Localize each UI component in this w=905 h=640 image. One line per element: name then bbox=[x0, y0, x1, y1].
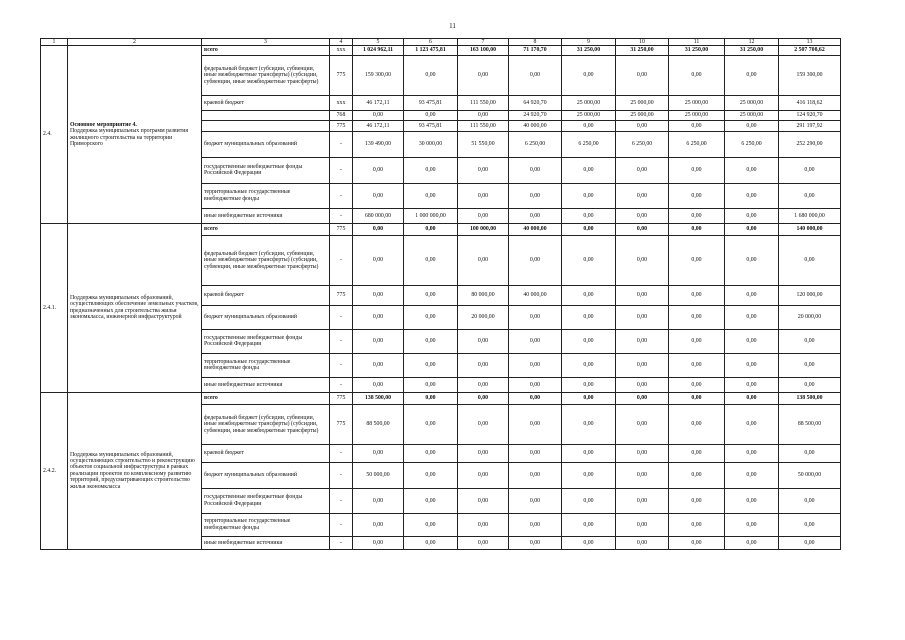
total-value: 0,00 bbox=[779, 329, 841, 353]
item-number: 2.4.2. bbox=[41, 392, 68, 549]
year-value: 0,00 bbox=[616, 208, 669, 223]
year-value: 111 550,00 bbox=[458, 120, 509, 131]
year-value: 80 000,00 bbox=[458, 285, 509, 305]
year-value: 0,00 bbox=[509, 444, 562, 462]
budget-code: - bbox=[330, 131, 353, 157]
year-value: 0,00 bbox=[616, 55, 669, 95]
item-title-text: Поддержка муниципальных образований, осуществляющих строительство и реконструкцию объектов социальной инфраструктуры в рамках реализации проектов по комплексному развитию территорий, предусматривающих строительство жилья экономкласса bbox=[70, 451, 195, 490]
year-value: 24 920,70 bbox=[509, 110, 562, 120]
budget-code: 775 bbox=[330, 392, 353, 404]
year-value: 0,00 bbox=[404, 223, 458, 235]
year-value: 25 000,00 bbox=[616, 95, 669, 110]
year-value: 0,00 bbox=[404, 110, 458, 120]
budget-code: xxx bbox=[330, 95, 353, 110]
year-value: 0,00 bbox=[669, 55, 725, 95]
column-number: 8 bbox=[509, 39, 562, 46]
total-value: 0,00 bbox=[779, 488, 841, 513]
year-value: 6 250,00 bbox=[669, 131, 725, 157]
year-value: 0,00 bbox=[509, 404, 562, 444]
year-value: 0,00 bbox=[458, 208, 509, 223]
year-value: 0,00 bbox=[509, 208, 562, 223]
year-value: 0,00 bbox=[404, 157, 458, 183]
year-value: 0,00 bbox=[458, 55, 509, 95]
year-value: 0,00 bbox=[562, 223, 616, 235]
total-value: 1 680 000,00 bbox=[779, 208, 841, 223]
year-value: 0,00 bbox=[509, 329, 562, 353]
total-value: 88 500,00 bbox=[779, 404, 841, 444]
funding-source: территориальные государственные внебюджетные фонды bbox=[202, 513, 330, 536]
year-value: 0,00 bbox=[616, 329, 669, 353]
year-value: 0,00 bbox=[509, 488, 562, 513]
year-value: 0,00 bbox=[725, 462, 779, 488]
total-value: 0,00 bbox=[779, 536, 841, 549]
year-value: 0,00 bbox=[616, 305, 669, 329]
budget-code: - bbox=[330, 208, 353, 223]
total-value: 124 920,70 bbox=[779, 110, 841, 120]
year-value: 25 000,00 bbox=[562, 95, 616, 110]
column-number: 13 bbox=[779, 39, 841, 46]
year-value: 0,00 bbox=[616, 513, 669, 536]
total-value: 159 300,00 bbox=[779, 55, 841, 95]
year-value: 0,00 bbox=[616, 183, 669, 208]
funding-source bbox=[202, 110, 330, 120]
budget-code: 768 bbox=[330, 110, 353, 120]
funding-source: иные внебюджетные источники bbox=[202, 536, 330, 549]
year-value: 0,00 bbox=[725, 377, 779, 392]
item-number: 2.4.1. bbox=[41, 223, 68, 392]
column-number: 6 bbox=[404, 39, 458, 46]
total-value: 0,00 bbox=[779, 183, 841, 208]
year-value: 40 000,00 bbox=[509, 120, 562, 131]
budget-code: 775 bbox=[330, 223, 353, 235]
total-value: 0,00 bbox=[779, 444, 841, 462]
year-value: 0,00 bbox=[725, 488, 779, 513]
year-value: 0,00 bbox=[458, 183, 509, 208]
year-value: 0,00 bbox=[725, 513, 779, 536]
year-value: 0,00 bbox=[458, 404, 509, 444]
funding-source: государственные внебюджетные фонды Российской Федерации bbox=[202, 157, 330, 183]
year-value: 0,00 bbox=[616, 223, 669, 235]
column-number: 10 bbox=[616, 39, 669, 46]
column-number: 3 bbox=[202, 39, 330, 46]
year-value: 0,00 bbox=[725, 329, 779, 353]
year-value: 0,00 bbox=[353, 353, 404, 377]
year-value: 0,00 bbox=[458, 377, 509, 392]
year-value: 0,00 bbox=[725, 392, 779, 404]
year-value: 0,00 bbox=[562, 353, 616, 377]
year-value: 0,00 bbox=[725, 157, 779, 183]
year-value: 0,00 bbox=[353, 329, 404, 353]
total-value: 140 000,00 bbox=[779, 223, 841, 235]
table-row bbox=[41, 392, 841, 404]
year-value: 0,00 bbox=[562, 392, 616, 404]
year-value: 0,00 bbox=[725, 183, 779, 208]
budget-code: 775 bbox=[330, 285, 353, 305]
year-value: 0,00 bbox=[562, 55, 616, 95]
year-value: 0,00 bbox=[404, 536, 458, 549]
year-value: 0,00 bbox=[458, 235, 509, 285]
year-value: 0,00 bbox=[353, 110, 404, 120]
total-value: 20 000,00 bbox=[779, 305, 841, 329]
year-value: 0,00 bbox=[562, 377, 616, 392]
year-value: 0,00 bbox=[404, 513, 458, 536]
funding-source: федеральный бюджет (субсидии, субвенции, иные межбюджетные трансферты) (субсидии, субвенции, иные межбюджетные трансферты) bbox=[202, 55, 330, 95]
year-value: 1 000 000,00 bbox=[404, 208, 458, 223]
year-value: 0,00 bbox=[669, 404, 725, 444]
year-value: 100 000,00 bbox=[458, 223, 509, 235]
year-value: 0,00 bbox=[404, 444, 458, 462]
year-value: 0,00 bbox=[616, 285, 669, 305]
year-value: 93 475,81 bbox=[404, 120, 458, 131]
year-value: 0,00 bbox=[353, 536, 404, 549]
item-title bbox=[68, 223, 202, 392]
year-value: 0,00 bbox=[725, 223, 779, 235]
year-value: 139 490,00 bbox=[353, 131, 404, 157]
year-value: 0,00 bbox=[458, 536, 509, 549]
year-value: 31 250,00 bbox=[725, 46, 779, 55]
year-value: 0,00 bbox=[562, 120, 616, 131]
year-value: 0,00 bbox=[616, 392, 669, 404]
column-number: 1 bbox=[41, 39, 68, 46]
funding-source: бюджет муниципальных образований bbox=[202, 462, 330, 488]
funding-source: краевой бюджет bbox=[202, 444, 330, 462]
year-value: 6 250,00 bbox=[562, 131, 616, 157]
year-value: 0,00 bbox=[404, 462, 458, 488]
funding-source: бюджет муниципальных образований bbox=[202, 305, 330, 329]
year-value: 0,00 bbox=[404, 404, 458, 444]
funding-source: иные внебюджетные источники bbox=[202, 208, 330, 223]
year-value: 0,00 bbox=[616, 488, 669, 513]
budget-code: - bbox=[330, 305, 353, 329]
total-value: 120 000,00 bbox=[779, 285, 841, 305]
budget-code: - bbox=[330, 353, 353, 377]
funding-source: территориальные государственные внебюджетные фонды bbox=[202, 353, 330, 377]
year-value: 88 500,00 bbox=[353, 404, 404, 444]
year-value: 0,00 bbox=[458, 353, 509, 377]
funding-source bbox=[202, 120, 330, 131]
year-value: 159 300,00 bbox=[353, 55, 404, 95]
year-value: 0,00 bbox=[509, 462, 562, 488]
budget-code: - bbox=[330, 235, 353, 285]
year-value: 93 475,81 bbox=[404, 95, 458, 110]
year-value: 25 000,00 bbox=[669, 95, 725, 110]
year-value: 163 100,00 bbox=[458, 46, 509, 55]
year-value: 0,00 bbox=[404, 183, 458, 208]
total-value: 291 197,92 bbox=[779, 120, 841, 131]
year-value: 0,00 bbox=[725, 305, 779, 329]
budget-code: - bbox=[330, 444, 353, 462]
year-value: 0,00 bbox=[669, 329, 725, 353]
funding-source: бюджет муниципальных образований bbox=[202, 131, 330, 157]
year-value: 0,00 bbox=[725, 55, 779, 95]
year-value: 0,00 bbox=[669, 120, 725, 131]
year-value: 0,00 bbox=[562, 329, 616, 353]
year-value: 0,00 bbox=[669, 223, 725, 235]
item-number: 2.4. bbox=[41, 46, 68, 223]
item-title-text: Поддержка муниципальных образований, осуществляющих обеспечение земельных участков, предназначенных для строительства жилья экономкласса, инженерной инфраструктурой bbox=[70, 295, 199, 321]
year-value: 25 000,00 bbox=[669, 110, 725, 120]
year-value: 6 250,00 bbox=[616, 131, 669, 157]
year-value: 0,00 bbox=[669, 444, 725, 462]
year-value: 0,00 bbox=[458, 488, 509, 513]
year-value: 0,00 bbox=[616, 157, 669, 183]
year-value: 25 000,00 bbox=[616, 110, 669, 120]
year-value: 0,00 bbox=[509, 305, 562, 329]
year-value: 0,00 bbox=[404, 55, 458, 95]
year-value: 0,00 bbox=[562, 536, 616, 549]
year-value: 0,00 bbox=[725, 404, 779, 444]
item-title-heading: Основное мероприятие 4. bbox=[70, 121, 137, 128]
year-value: 31 250,00 bbox=[669, 46, 725, 55]
year-value: 0,00 bbox=[725, 208, 779, 223]
year-value: 0,00 bbox=[562, 404, 616, 444]
year-value: 0,00 bbox=[509, 377, 562, 392]
year-value: 0,00 bbox=[404, 392, 458, 404]
year-value: 0,00 bbox=[616, 536, 669, 549]
year-value: 0,00 bbox=[353, 444, 404, 462]
year-value: 64 920,70 bbox=[509, 95, 562, 110]
year-value: 0,00 bbox=[509, 513, 562, 536]
budget-code: xxx bbox=[330, 46, 353, 55]
funding-source: государственные внебюджетные фонды Российской Федерации bbox=[202, 488, 330, 513]
year-value: 0,00 bbox=[669, 353, 725, 377]
total-value: 416 118,62 bbox=[779, 95, 841, 110]
budget-code: - bbox=[330, 157, 353, 183]
year-value: 0,00 bbox=[562, 305, 616, 329]
year-value: 0,00 bbox=[725, 536, 779, 549]
year-value: 25 000,00 bbox=[725, 95, 779, 110]
year-value: 0,00 bbox=[353, 235, 404, 285]
year-value: 71 170,70 bbox=[509, 46, 562, 55]
year-value: 0,00 bbox=[404, 235, 458, 285]
year-value: 0,00 bbox=[458, 444, 509, 462]
year-value: 46 172,11 bbox=[353, 120, 404, 131]
year-value: 0,00 bbox=[353, 223, 404, 235]
year-value: 0,00 bbox=[353, 488, 404, 513]
year-value: 0,00 bbox=[458, 329, 509, 353]
year-value: 40 000,00 bbox=[509, 285, 562, 305]
year-value: 0,00 bbox=[562, 462, 616, 488]
year-value: 30 000,00 bbox=[404, 131, 458, 157]
year-value: 0,00 bbox=[669, 305, 725, 329]
year-value: 680 000,00 bbox=[353, 208, 404, 223]
funding-source: иные внебюджетные источники bbox=[202, 377, 330, 392]
funding-source: государственные внебюджетные фонды Российской Федерации bbox=[202, 329, 330, 353]
year-value: 0,00 bbox=[404, 353, 458, 377]
budget-code: 775 bbox=[330, 55, 353, 95]
budget-code: - bbox=[330, 462, 353, 488]
year-value: 46 172,11 bbox=[353, 95, 404, 110]
year-value: 0,00 bbox=[404, 285, 458, 305]
year-value: 0,00 bbox=[725, 285, 779, 305]
total-value: 0,00 bbox=[779, 157, 841, 183]
year-value: 25 000,00 bbox=[562, 110, 616, 120]
column-number: 9 bbox=[562, 39, 616, 46]
total-value: 0,00 bbox=[779, 513, 841, 536]
column-number: 4 bbox=[330, 39, 353, 46]
budget-code: - bbox=[330, 536, 353, 549]
total-value: 138 500,00 bbox=[779, 392, 841, 404]
year-value: 31 250,00 bbox=[562, 46, 616, 55]
column-number-row bbox=[41, 39, 841, 46]
year-value: 138 500,00 bbox=[353, 392, 404, 404]
year-value: 0,00 bbox=[669, 377, 725, 392]
year-value: 111 550,00 bbox=[458, 95, 509, 110]
year-value: 0,00 bbox=[669, 392, 725, 404]
item-title bbox=[68, 392, 202, 549]
year-value: 0,00 bbox=[509, 55, 562, 95]
year-value: 0,00 bbox=[562, 183, 616, 208]
total-value: 0,00 bbox=[779, 353, 841, 377]
year-value: 6 250,00 bbox=[725, 131, 779, 157]
page-number: 11 bbox=[449, 22, 456, 30]
funding-source: краевой бюджет bbox=[202, 285, 330, 305]
year-value: 0,00 bbox=[458, 392, 509, 404]
budget-code: - bbox=[330, 377, 353, 392]
total-value: 252 290,00 bbox=[779, 131, 841, 157]
budget-code: - bbox=[330, 183, 353, 208]
year-value: 0,00 bbox=[669, 235, 725, 285]
year-value: 0,00 bbox=[562, 513, 616, 536]
year-value: 0,00 bbox=[616, 404, 669, 444]
year-value: 0,00 bbox=[562, 444, 616, 462]
column-number: 2 bbox=[68, 39, 202, 46]
budget-table bbox=[40, 38, 841, 550]
table-row bbox=[41, 46, 841, 55]
year-value: 25 000,00 bbox=[725, 110, 779, 120]
year-value: 0,00 bbox=[725, 444, 779, 462]
year-value: 20 000,00 bbox=[458, 305, 509, 329]
year-value: 0,00 bbox=[669, 157, 725, 183]
budget-code: - bbox=[330, 329, 353, 353]
year-value: 0,00 bbox=[404, 305, 458, 329]
funding-source: федеральный бюджет (субсидии, субвенции, иные межбюджетные трансферты) (субсидии, субвенции, иные межбюджетные трансферты) bbox=[202, 404, 330, 444]
year-value: 40 000,00 bbox=[509, 223, 562, 235]
funding-source: всего bbox=[202, 46, 330, 55]
table-row bbox=[41, 223, 841, 235]
budget-code: 775 bbox=[330, 120, 353, 131]
year-value: 0,00 bbox=[669, 208, 725, 223]
column-number: 12 bbox=[725, 39, 779, 46]
year-value: 0,00 bbox=[562, 235, 616, 285]
year-value: 0,00 bbox=[509, 235, 562, 285]
year-value: 0,00 bbox=[353, 157, 404, 183]
year-value: 0,00 bbox=[458, 157, 509, 183]
year-value: 0,00 bbox=[509, 183, 562, 208]
year-value: 0,00 bbox=[458, 110, 509, 120]
year-value: 0,00 bbox=[509, 353, 562, 377]
year-value: 0,00 bbox=[616, 353, 669, 377]
year-value: 0,00 bbox=[509, 157, 562, 183]
year-value: 0,00 bbox=[404, 488, 458, 513]
year-value: 0,00 bbox=[669, 513, 725, 536]
year-value: 50 000,00 bbox=[353, 462, 404, 488]
funding-source: всего bbox=[202, 392, 330, 404]
year-value: 0,00 bbox=[616, 462, 669, 488]
column-number: 5 bbox=[353, 39, 404, 46]
year-value: 0,00 bbox=[353, 285, 404, 305]
funding-source: федеральный бюджет (субсидии, субвенции, иные межбюджетные трансферты) (субсидии, субвенции, иные межбюджетные трансферты) bbox=[202, 235, 330, 285]
year-value: 0,00 bbox=[562, 285, 616, 305]
budget-code: - bbox=[330, 488, 353, 513]
budget-code: - bbox=[330, 513, 353, 536]
year-value: 0,00 bbox=[562, 157, 616, 183]
year-value: 0,00 bbox=[562, 488, 616, 513]
year-value: 0,00 bbox=[725, 235, 779, 285]
item-title-text: Поддержка муниципальных программ развития жилищного строительства на территории Приморского bbox=[70, 128, 189, 148]
item-title bbox=[68, 46, 202, 223]
year-value: 0,00 bbox=[353, 377, 404, 392]
year-value: 0,00 bbox=[353, 513, 404, 536]
column-number: 11 bbox=[669, 39, 725, 46]
funding-source: краевой бюджет bbox=[202, 95, 330, 110]
year-value: 0,00 bbox=[404, 377, 458, 392]
year-value: 0,00 bbox=[669, 285, 725, 305]
year-value: 0,00 bbox=[353, 305, 404, 329]
year-value: 0,00 bbox=[616, 235, 669, 285]
year-value: 1 024 962,11 bbox=[353, 46, 404, 55]
year-value: 1 123 475,81 bbox=[404, 46, 458, 55]
total-value: 2 507 708,62 bbox=[779, 46, 841, 55]
year-value: 0,00 bbox=[669, 488, 725, 513]
year-value: 0,00 bbox=[725, 353, 779, 377]
year-value: 0,00 bbox=[404, 329, 458, 353]
total-value: 0,00 bbox=[779, 377, 841, 392]
year-value: 0,00 bbox=[669, 183, 725, 208]
year-value: 0,00 bbox=[616, 377, 669, 392]
year-value: 0,00 bbox=[509, 392, 562, 404]
year-value: 0,00 bbox=[616, 120, 669, 131]
year-value: 0,00 bbox=[509, 536, 562, 549]
total-value: 50 000,00 bbox=[779, 462, 841, 488]
year-value: 0,00 bbox=[353, 183, 404, 208]
year-value: 0,00 bbox=[458, 462, 509, 488]
column-number: 7 bbox=[458, 39, 509, 46]
year-value: 0,00 bbox=[562, 208, 616, 223]
year-value: 0,00 bbox=[669, 462, 725, 488]
year-value: 0,00 bbox=[669, 536, 725, 549]
funding-source: всего bbox=[202, 223, 330, 235]
total-value: 0,00 bbox=[779, 235, 841, 285]
year-value: 51 550,00 bbox=[458, 131, 509, 157]
funding-source: территориальные государственные внебюджетные фонды bbox=[202, 183, 330, 208]
year-value: 0,00 bbox=[458, 513, 509, 536]
year-value: 31 250,00 bbox=[616, 46, 669, 55]
budget-code: 775 bbox=[330, 404, 353, 444]
year-value: 0,00 bbox=[616, 444, 669, 462]
year-value: 0,00 bbox=[725, 120, 779, 131]
year-value: 6 250,00 bbox=[509, 131, 562, 157]
